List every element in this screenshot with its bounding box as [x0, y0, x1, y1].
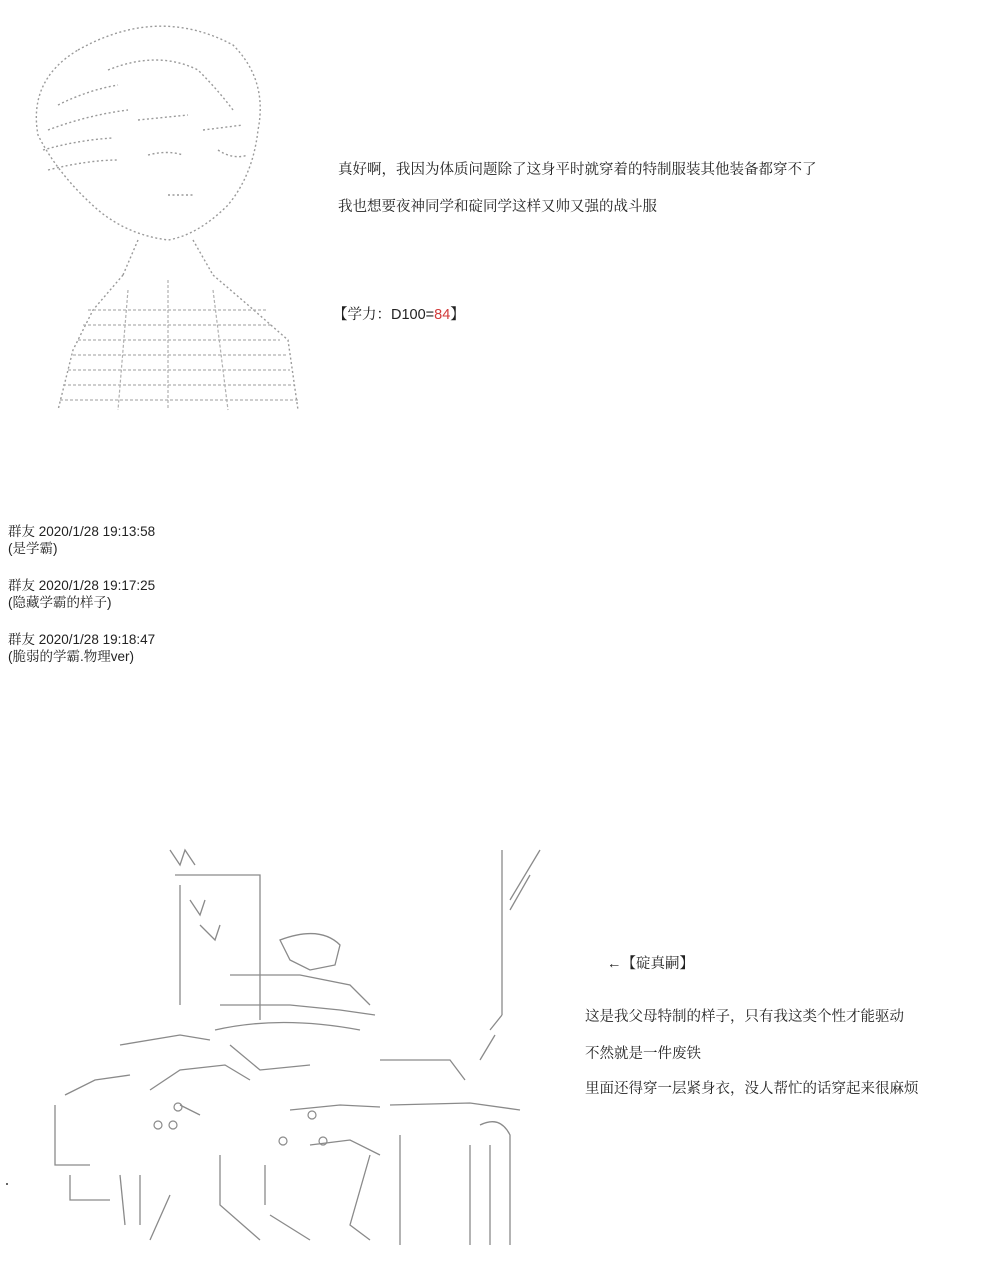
comment-text: (隐藏学霸的样子): [8, 595, 112, 610]
comment-author: 群友: [8, 524, 35, 539]
comment-text: (是学霸): [8, 541, 58, 556]
comment-author: 群友: [8, 632, 35, 647]
comment-2: [8, 577, 155, 611]
dialogue-line-5: 里面还得穿一层紧身衣，没人帮忙的话穿起来很麻烦: [585, 1081, 919, 1097]
dialogue-line-2: 我也想要夜神同学和碇同学这样又帅又强的战斗服: [338, 199, 657, 215]
comment-author: 群友: [8, 578, 35, 593]
comment-time: 2020/1/28 19:13:58: [38, 524, 156, 539]
dice-roll-suffix: 】: [450, 307, 465, 323]
stray-dot: [6, 1183, 8, 1185]
dialogue-line-4: 不然就是一件废铁: [585, 1046, 701, 1062]
character-ascii-art-top: [18, 10, 308, 415]
dice-roll-result: [333, 306, 465, 324]
comment-1: [8, 523, 155, 557]
mecha-ascii-art-bottom: [50, 845, 550, 1245]
dialogue-line-3: 这是我父母特制的样子，只有我这类个性才能驱动: [585, 1009, 904, 1025]
comment-text: (脆弱的学霸.物理ver): [8, 649, 134, 664]
dice-roll-value: 84: [434, 307, 451, 323]
comment-3: [8, 631, 155, 665]
character-pointer-label: ←【碇真嗣】: [607, 956, 694, 972]
comment-time: 2020/1/28 19:18:47: [38, 632, 156, 647]
comment-time: 2020/1/28 19:17:25: [38, 578, 156, 593]
dialogue-line-1: 真好啊，我因为体质问题除了这身平时就穿着的特制服装其他装备都穿不了: [338, 162, 817, 178]
dice-roll-prefix: 【学力：D100=: [333, 307, 435, 323]
